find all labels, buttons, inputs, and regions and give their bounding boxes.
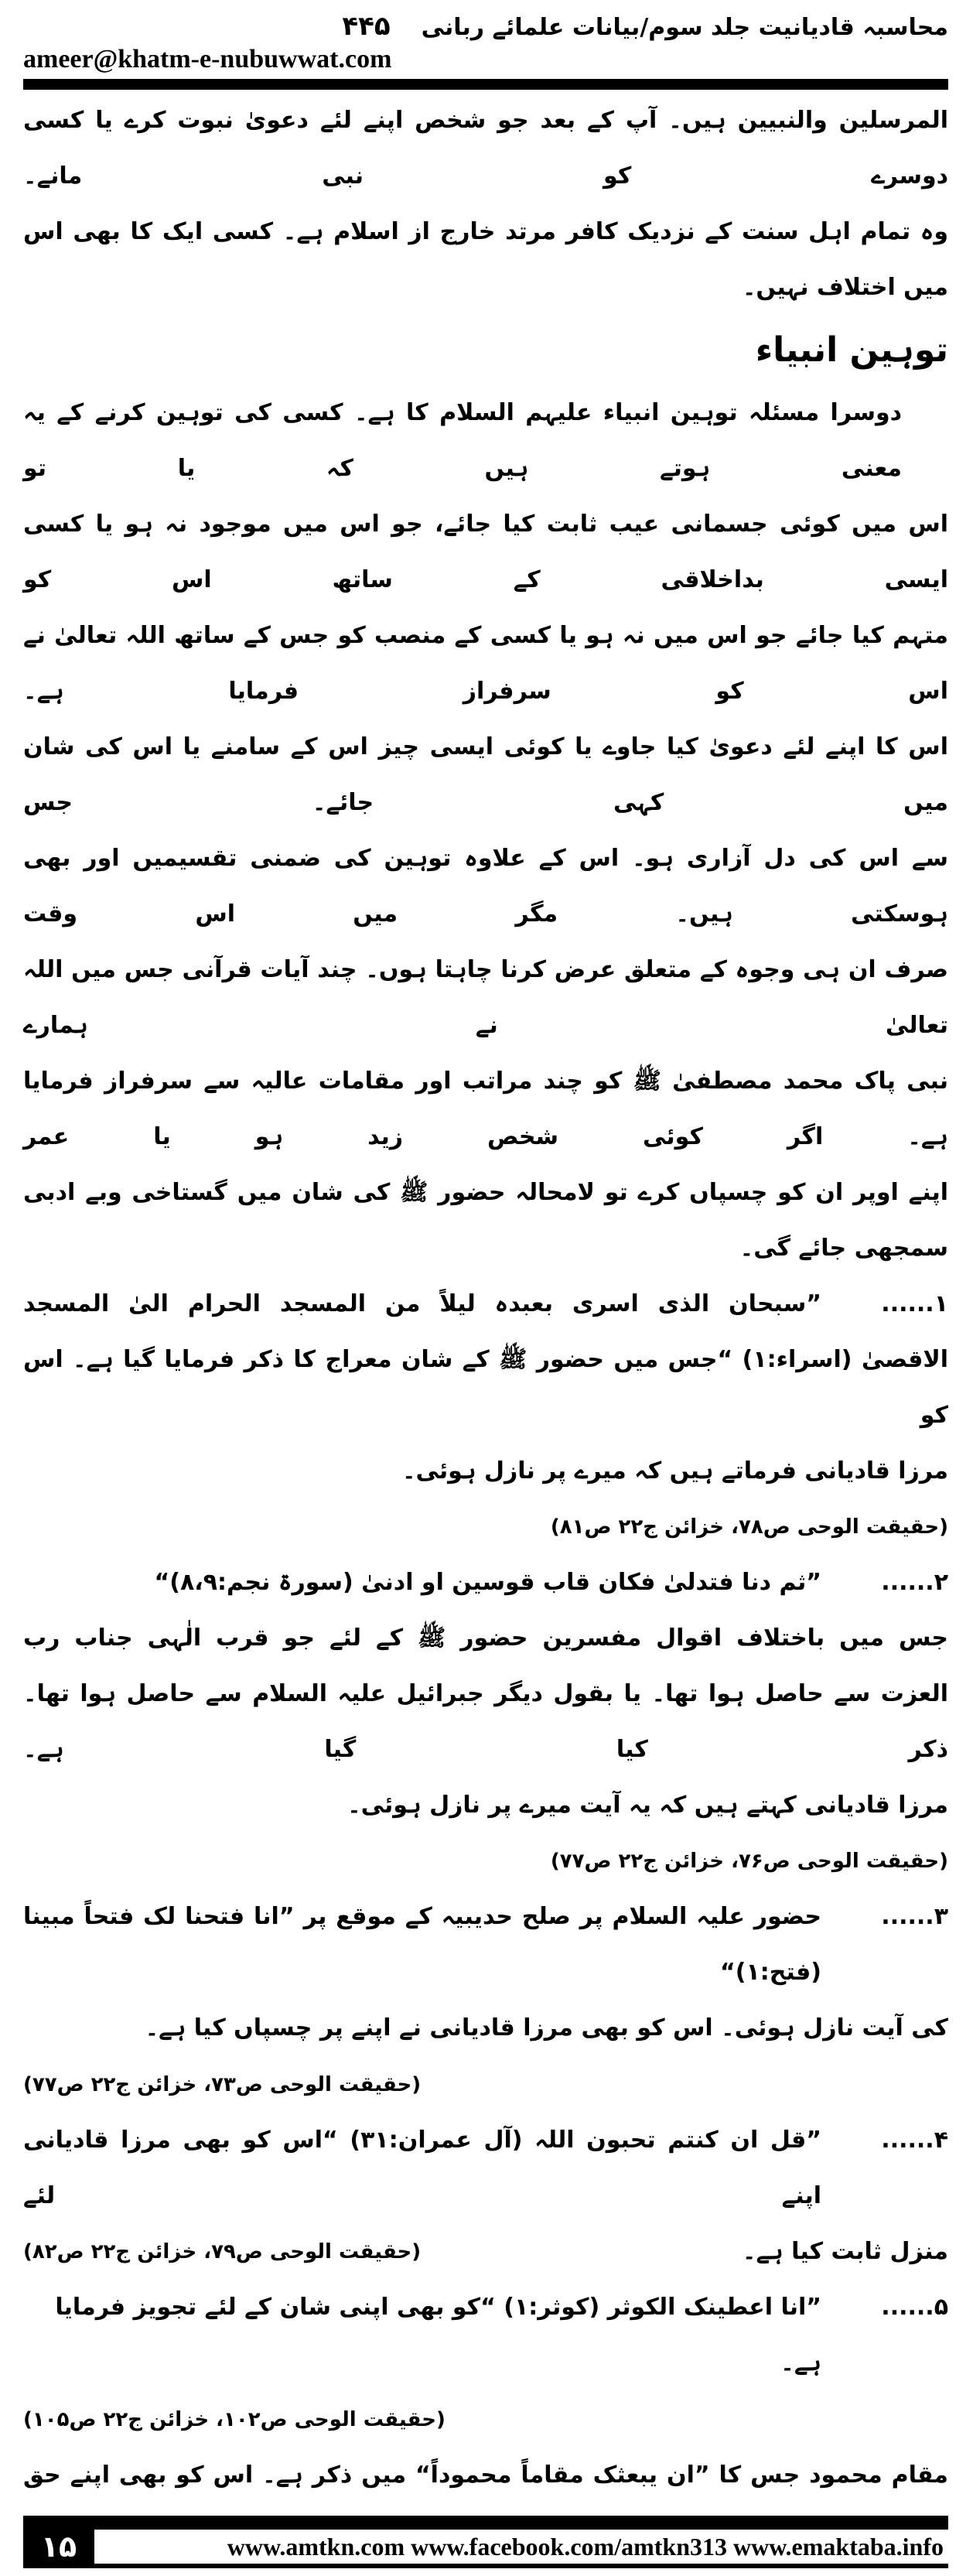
citation-reference bbox=[23, 2391, 948, 2448]
item-number: ۴...... bbox=[881, 2127, 948, 2154]
citation-reference: (حقیقت الوحی ص۷۸، خزائن ج۲۲ ص۸۱) bbox=[550, 1515, 948, 1539]
text-line-with-reference bbox=[23, 1778, 948, 1889]
text-line: حضور علیہ السلام پر صلح حدیبیہ کے موقع پر ”انا فتحنا لک فتحاً مبینا (فتح:۱)“ bbox=[23, 1903, 821, 1986]
item-number: ۵...... bbox=[881, 2294, 948, 2321]
text-line: کی آیت نازل ہوئی۔ اس کو بھی مرزا قادیانی نے اپنے پر چسپاں کیا ہے۔ bbox=[145, 2014, 948, 2041]
footer-links: www.amtkn.com www.facebook.com/amtkn313 www.emaktaba.info bbox=[94, 2530, 948, 2564]
text-line: صرف ان ہی وجوہ کے متعلق عرض کرنا چاہتا ہوں۔ چند آیات قرآنی جس میں اللہ تعالیٰ نے ہمارے bbox=[23, 956, 948, 1039]
citation-text: (حقیقت الوحی ص۱۰۲، خزائن ج۲۲ ص۱۰۵) bbox=[23, 2408, 446, 2431]
list-item-4 bbox=[23, 2113, 948, 2224]
page-header bbox=[23, 11, 948, 90]
quran-quote: ”سبحان الذی اسری بعبدہ لیلاً من المسجد الحرام الیٰ المسجد bbox=[23, 1290, 821, 1317]
text-line: اس کا اپنے لئے دعویٰ کیا جاوے یا کوئی ایسی چیز اس کے سامنے یا اس کی شان میں کہی جائے۔ جس bbox=[23, 733, 948, 816]
text-line: وہ تمام اہل سنت کے نزدیک کافر مرتد خارج از اسلام ہے۔ کسی ایک کا بھی اس میں اختلاف نہیں۔ bbox=[23, 218, 948, 301]
citation-reference bbox=[23, 2056, 948, 2113]
book-title: محاسبہ قادیانیت جلد سوم/بیانات علمائے ربانی bbox=[421, 14, 948, 41]
text-line-with-reference bbox=[23, 2224, 948, 2280]
footer-page-number: ۱۵ bbox=[40, 2530, 77, 2564]
text-line: ”قل ان کنتم تحبون اللہ (آل عمران:۳۱) “اس کو بھی مرزا قادیانی اپنے لئے bbox=[23, 2127, 821, 2209]
text-line: اپنے اوپر ان کو چسپاں کرے تو لامحالہ حضور ﷺ کی شان میں گستاخی وبے ادبی سمجھی جائے گی۔ bbox=[23, 1179, 948, 1262]
text-line: الاقصیٰ (اسراء:۱) “جس میں حضور ﷺ کے شان معراج کا ذکر فرمایا گیا ہے۔ اس کو bbox=[23, 1346, 948, 1429]
text-line: مرزا قادیانی کہتے ہیں کہ یہ آیت میرے پر نازل ہوئی۔ bbox=[347, 1792, 948, 1819]
citation-reference: (حقیقت الوحی ص۷۹، خزائن ج۲۲ ص۸۲) bbox=[23, 2240, 422, 2263]
page-footer bbox=[23, 2516, 948, 2568]
item-number: ۲...... bbox=[881, 1569, 948, 1596]
citation-text: (حقیقت الوحی ص۷۳، خزائن ج۲۲ ص۷۷) bbox=[23, 2073, 422, 2096]
list-item-5 bbox=[23, 2280, 948, 2391]
list-item-3 bbox=[23, 1889, 948, 2000]
header-row bbox=[23, 11, 948, 74]
text-line: اس میں کوئی جسمانی عیب ثابت کیا جائے، جو اس میں موجود نہ ہو یا کسی ایسی بداخلاقی کے ساتھ اس کو bbox=[23, 511, 948, 593]
list-item-2 bbox=[23, 1555, 948, 1611]
text-line: ”انا اعطینک الکوثر (کوثر:۱) “کو بھی اپنی شان کے لئے تجویز فرمایا ہے۔ bbox=[55, 2294, 821, 2376]
section-heading: توہین انبیاء bbox=[755, 330, 948, 370]
text-line: مرزا قادیانی فرماتے ہیں کہ میرے پر نازل ہوئی۔ bbox=[401, 1457, 948, 1484]
list-item-1 bbox=[23, 1276, 948, 1332]
quran-quote: ”ثم دنا فتدلیٰ فکان قاب قوسین او ادنیٰ (سورۃ نجم:۸،۹)“ bbox=[154, 1569, 821, 1596]
text-line: نبی پاک محمد مصطفیٰ ﷺ کو چند مراتب اور مقامات عالیہ سے سرفراز فرمایا ہے۔ اگر کوئی شخص زید ہو یا عمر bbox=[23, 1068, 948, 1150]
text-line: جس میں باختلاف اقوال مفسرین حضور ﷺ کے لئے جو قرب الٰہی جناب رب bbox=[23, 1625, 948, 1652]
header-divider bbox=[23, 79, 948, 90]
text-line-with-reference bbox=[23, 1443, 948, 1555]
item-number: ۳...... bbox=[881, 1903, 948, 1930]
page-body bbox=[23, 93, 948, 2503]
citation-reference: (حقیقت الوحی ص۷۶، خزائن ج۲۲ ص۷۷) bbox=[550, 1850, 948, 1873]
text-line: سے اس کی دل آزاری ہو۔ اس کے علاوہ توہین کی ضمنی تقسیمیں اور بھی ہوسکتی ہیں۔ مگر میں اس وقت bbox=[23, 845, 948, 928]
text-line: المرسلین والنبیین ہیں۔ آپ کے بعد جو شخص اپنے لئے دعویٰ نبوت کرے یا کسی دوسرے کو نبی مانے۔ bbox=[23, 107, 948, 190]
text-line: مقام محمود جس کا ”ان یبعثک مقاماً محموداً“ میں ذکر ہے۔ اس کو بھی اپنے حق bbox=[23, 2462, 948, 2489]
page-number: ۴۴۵ bbox=[342, 11, 391, 42]
text-line: منزل ثابت کیا ہے۔ bbox=[742, 2238, 948, 2265]
text-line: دوسرا مسئلہ توہین انبیاء علیہم السلام کا ہے۔ کسی کی توہین کرنے کے یہ معنی ہوتے ہیں کہ یا تو bbox=[23, 399, 902, 482]
text-line: متہم کیا جائے جو اس میں نہ ہو یا کسی کے منصب کو جس کے ساتھ اللہ تعالیٰ نے اس کو سرفراز فرمایا ہے۔ bbox=[23, 622, 948, 705]
email-address: ameer@khatm-e-nubuwwat.com bbox=[23, 45, 392, 73]
item-number: ۱...... bbox=[881, 1290, 948, 1317]
text-line: العزت سے حاصل ہوا تھا۔ یا بقول دیگر جبرائیل علیہ السلام سے حاصل ہوا تھا۔ ذکر کیا گیا ہے۔ bbox=[23, 1680, 948, 1763]
